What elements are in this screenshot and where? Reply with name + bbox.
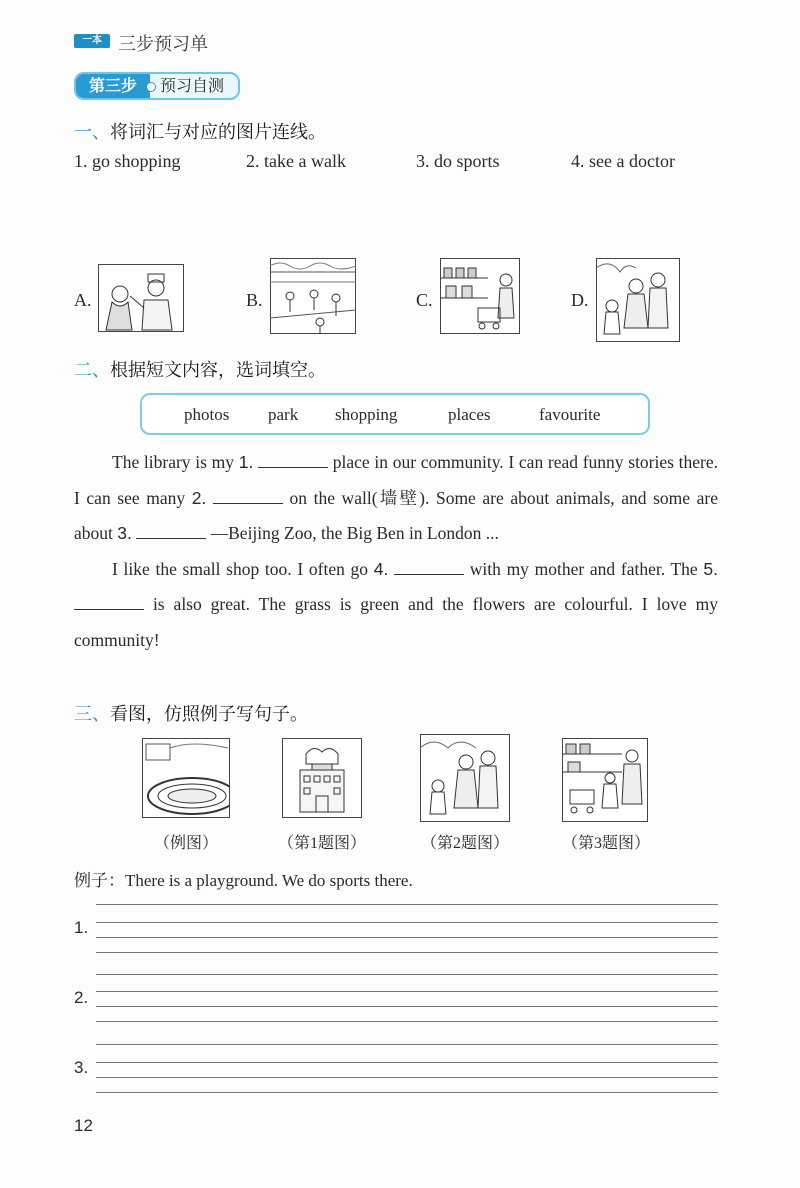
option-b-label: B. xyxy=(246,290,263,310)
blank-number: 3. xyxy=(117,523,132,543)
caption-question-3: （第3题图） xyxy=(561,835,650,852)
playground-picture xyxy=(142,738,230,818)
line-number-3: 3. xyxy=(74,1058,89,1077)
blank-number: 2. xyxy=(191,487,207,508)
writing-line[interactable] xyxy=(96,937,718,938)
blank-1[interactable] xyxy=(258,449,328,468)
family-walk-picture xyxy=(596,258,680,342)
passage-text: —Beijing Zoo, the Big Ben in London ... xyxy=(206,523,499,543)
passage-text: I like the small shop too. I often go xyxy=(112,558,374,579)
caption-example: （例图） xyxy=(153,835,218,852)
vocab-item-4: 4. see a doctor xyxy=(571,151,675,171)
caption-question-1: （第1题图） xyxy=(277,835,366,852)
writing-line[interactable] xyxy=(96,952,718,953)
park-family-picture xyxy=(420,734,510,822)
section3-title: 看图，仿照例子写句子。 xyxy=(110,704,308,725)
line-number-1: 1. xyxy=(74,918,89,937)
writing-line[interactable] xyxy=(96,1062,718,1063)
step-dot-icon xyxy=(146,82,156,92)
section3-heading xyxy=(74,700,308,726)
word-bank-item: park xyxy=(268,405,299,424)
writing-line[interactable] xyxy=(96,974,718,975)
writing-line[interactable] xyxy=(96,922,718,923)
word-bank-box xyxy=(140,393,650,435)
example-label: 例子： xyxy=(74,871,125,891)
header-title: 三步预习单 xyxy=(118,34,208,55)
library-building-picture xyxy=(282,738,362,818)
passage-text: The library is my xyxy=(112,452,239,472)
option-d-label: D. xyxy=(571,290,589,310)
passage-paragraph-1 xyxy=(74,445,718,552)
vocab-item-2: 2. take a walk xyxy=(246,151,346,171)
supermarket-picture xyxy=(440,258,520,334)
blank-3[interactable] xyxy=(136,520,206,539)
section2-heading xyxy=(74,356,326,382)
shop-family-picture xyxy=(562,738,648,822)
step-title: 预习自测 xyxy=(160,76,225,95)
writing-line[interactable] xyxy=(96,904,718,905)
writing-line[interactable] xyxy=(96,991,718,992)
vocab-item-3: 3. do sports xyxy=(416,151,500,171)
passage-paragraph-2 xyxy=(74,552,718,659)
writing-line[interactable] xyxy=(96,1092,718,1093)
writing-line[interactable] xyxy=(96,1077,718,1078)
blank-5[interactable] xyxy=(74,591,144,610)
word-bank-item: favourite xyxy=(539,405,601,424)
brand-logo: 一本 xyxy=(74,34,110,48)
doctor-visit-picture xyxy=(98,264,184,332)
blank-number: 5. xyxy=(703,558,718,579)
sports-hall-picture xyxy=(270,258,356,334)
example-text: There is a playground. We do sports there. xyxy=(125,871,413,890)
word-bank-item: places xyxy=(448,405,491,424)
blank-number: 1. xyxy=(238,452,254,472)
step-badge xyxy=(74,72,240,100)
word-bank-item: photos xyxy=(184,405,230,424)
section3-num: 三、 xyxy=(74,704,110,725)
section1-heading xyxy=(74,118,326,144)
vocab-item-1: 1. go shopping xyxy=(74,151,181,171)
blank-number: 4. xyxy=(373,558,389,579)
blank-2[interactable] xyxy=(213,485,283,504)
passage-text: is also great. The grass is green and the flowers are colourful. I love my community! xyxy=(74,594,718,650)
page-number: 12 xyxy=(74,1116,93,1135)
reading-passage xyxy=(74,445,718,658)
passage-text: with my mother and father. The xyxy=(464,558,704,579)
section2-num: 二、 xyxy=(74,360,110,381)
section1-title: 将词汇与对应的图片连线。 xyxy=(110,122,326,143)
caption-question-2: （第2题图） xyxy=(420,835,509,852)
blank-4[interactable] xyxy=(394,556,464,575)
word-bank-item: shopping xyxy=(335,405,398,424)
passage-text: place in our community. I can read funny stories there. I can see many xyxy=(74,452,719,508)
line-number-2: 2. xyxy=(74,988,89,1007)
step-label: 第三步 xyxy=(76,74,150,98)
section2-title: 根据短文内容，选词填空。 xyxy=(110,360,326,381)
option-c-label: C. xyxy=(416,290,433,310)
section1-num: 一、 xyxy=(74,122,110,143)
writing-line[interactable] xyxy=(96,1044,718,1045)
writing-line[interactable] xyxy=(96,1021,718,1022)
option-a-label: A. xyxy=(74,290,92,310)
writing-line[interactable] xyxy=(96,1006,718,1007)
passage-text: on the wall(墙壁). Some are about animals, and some are about xyxy=(74,487,718,543)
example-sentence xyxy=(74,866,413,891)
